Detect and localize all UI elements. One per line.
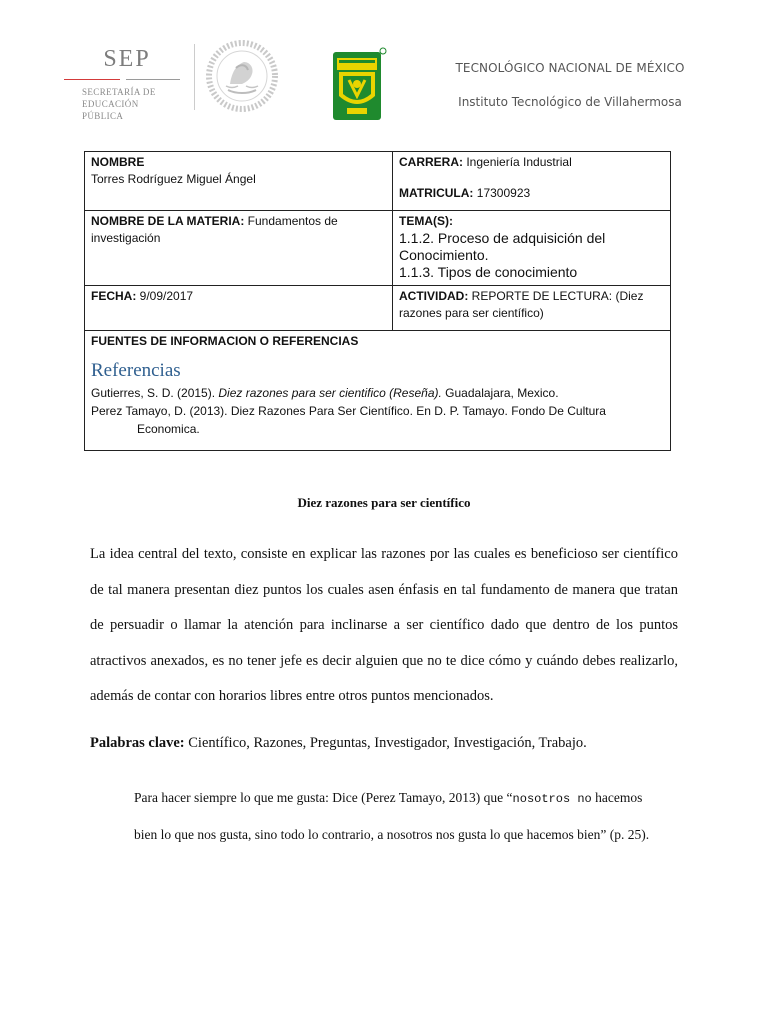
quote-paragraph — [134, 780, 654, 853]
sep-logo-subtitle-line1: SECRETARÍA DE — [82, 87, 156, 97]
institution-name: TECNOLÓGICO NACIONAL DE MÉXICO — [455, 61, 685, 75]
materia-value: Fundamentos de investigación — [91, 214, 338, 245]
carrera-value: Ingeniería Industrial — [466, 155, 572, 169]
keywords-line — [90, 730, 690, 756]
ref1-place: Guadalajara, Mexico. — [445, 386, 559, 400]
table-row — [85, 331, 671, 451]
tema-item-2: 1.1.3. Tipos de conocimiento — [399, 264, 578, 280]
tema-cell — [393, 211, 671, 286]
matricula-label: MATRICULA: — [399, 186, 474, 200]
table-row — [85, 286, 671, 331]
quote-rest: hacemos bien lo que nos gusta, sino todo lo contrario, a nosotros nos gusta lo que hacemos bien” (p. 25). — [134, 790, 650, 842]
reference-entry-1 — [91, 384, 664, 402]
materia-cell — [85, 211, 393, 286]
fuentes-label: FUENTES DE INFORMACION O REFERENCIAS — [91, 334, 359, 348]
actividad-value: REPORTE DE LECTURA: (Diez razones para ser científico) — [399, 289, 644, 320]
keywords-label: Palabras clave: — [90, 735, 185, 751]
tema-label: TEMA(S): — [399, 214, 453, 228]
summary-paragraph: La idea central del texto, consiste en explicar las razones por las cuales es beneficioso ser científico de tal manera presentan diez puntos los cuales asen énfasis en tal fundamento de manera que tratan de persuadir o llamar la atención para inclinarse a ser científico dado que dentro de los puntos atractivos anexados, es no tener jefe es decir alguien que no te dice cómo y cuándo debes realizarlo, además de contar con horarios libres entre otros puntos mencionados. — [90, 546, 678, 704]
fecha-value: 9/09/2017 — [139, 289, 194, 303]
carrera-cell — [393, 152, 671, 211]
fecha-cell — [85, 286, 393, 331]
table-row — [85, 152, 671, 211]
actividad-label: ACTIVIDAD: — [399, 289, 469, 303]
actividad-cell — [393, 286, 671, 331]
matricula-value: 17300923 — [476, 186, 531, 200]
sep-logo — [64, 46, 182, 121]
header-divider — [194, 44, 195, 110]
fecha-label: FECHA: — [91, 289, 137, 303]
quote-mono-text: nosotros no — [512, 792, 592, 806]
materia-label: NOMBRE DE LA MATERIA: — [91, 214, 245, 228]
ref1-authors: Gutierres, S. D. (2015). — [91, 386, 216, 400]
referencias-cell — [85, 331, 671, 451]
table-row — [85, 211, 671, 286]
referencias-heading: Referencias — [91, 360, 181, 381]
document-title: Diez razones para ser científico — [297, 495, 471, 510]
nombre-cell — [85, 152, 393, 211]
sep-logo-gray-line — [126, 79, 180, 80]
sep-logo-subtitle — [82, 86, 172, 122]
sep-logo-title: SEP — [103, 46, 151, 72]
nombre-value: Torres Rodríguez Miguel Ángel — [91, 172, 256, 186]
reference-entry-2: Perez Tamayo, D. (2013). Diez Razones Para Ser Científico. En D. P. Tamayo. Fondo De Cultura Economica. — [91, 404, 606, 436]
campus-name: Instituto Tecnológico de Villahermosa — [458, 95, 682, 109]
itv-shield-logo-icon — [331, 46, 387, 122]
mexican-coat-of-arms-icon — [206, 40, 278, 112]
ref1-title: Diez razones para ser cientifico (Reseña). — [218, 386, 442, 400]
keywords-value: Científico, Razones, Preguntas, Investigador, Investigación, Trabajo. — [188, 735, 587, 751]
carrera-label: CARRERA: — [399, 155, 463, 169]
student-info-table — [84, 151, 671, 451]
tema-item-1: 1.1.2. Proceso de adquisición del Conocimiento. — [399, 230, 606, 263]
nombre-label: NOMBRE — [91, 155, 145, 169]
sep-logo-subtitle-line2: EDUCACIÓN PÚBLICA — [82, 99, 139, 121]
sep-logo-red-line — [64, 79, 120, 80]
quote-intro: Para hacer siempre lo que me gusta: Dice (Perez Tamayo, 2013) que “ — [134, 790, 513, 805]
